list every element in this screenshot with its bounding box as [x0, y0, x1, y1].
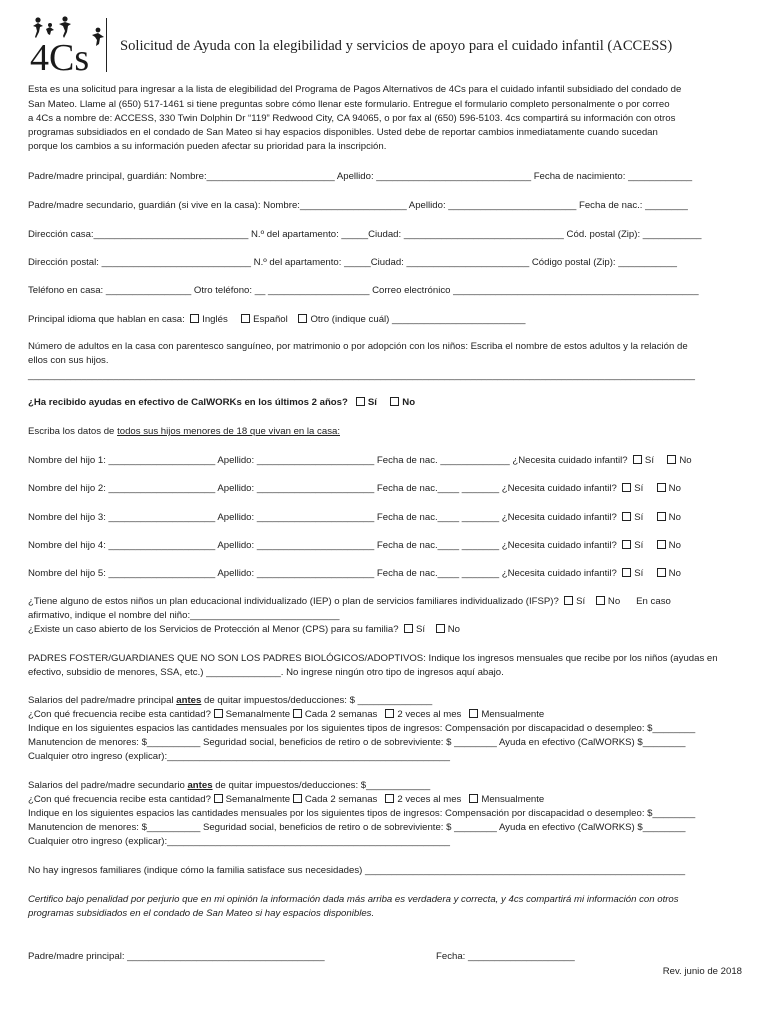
checkbox-child-care-no[interactable]: [657, 568, 666, 577]
checkbox-iep-yes[interactable]: [564, 596, 573, 605]
phone-fields[interactable]: Teléfono en casa: ________________ Otro teléfono: __ ___________________ Correo electrónico ______________________________________________: [28, 285, 699, 296]
children-intro: [28, 426, 340, 437]
child-no-label: No: [668, 512, 681, 523]
income1-salary[interactable]: [28, 695, 432, 706]
calworks-yes-label: Sí: [367, 397, 377, 408]
child-row: [28, 568, 681, 579]
checkbox-child-care-no[interactable]: [657, 483, 666, 492]
checkbox-income1-biweekly[interactable]: [293, 709, 302, 718]
checkbox-child-care-no[interactable]: [657, 512, 666, 521]
checkbox-calworks-no[interactable]: [390, 397, 399, 406]
children-intro-underlined: todos sus hijos menores de 18 que vivan en la casa:: [117, 426, 340, 437]
income1-disability-field[interactable]: Indique en los siguientes espacios las cantidades mensuales por los siguientes tipos de ingresos: Compensación por discapacidad o desempleo: $________: [28, 723, 696, 734]
language-label: Principal idioma que hablan en casa:: [28, 314, 185, 325]
certify-line-1: Certifico bajo penalidad por perjurio que en mi opinión la información dada más arriba es verdadera y correcta, y 4cs compartirá mi información con otros: [28, 894, 679, 905]
child-row-fields[interactable]: Nombre del hijo 3: ____________________ Apellido: ______________________ Fecha de nac.____ _______ ¿Necesita cuidado infantil?: [28, 512, 617, 523]
checkbox-income2-biweekly[interactable]: [293, 794, 302, 803]
adults-line-1: Número de adultos en la casa con parentesco sanguíneo, por matrimonio o por adopción con los niños: Escriba el nombre de estos adultos y la relación de: [28, 341, 688, 352]
income2-disability-field[interactable]: Indique en los siguientes espacios las cantidades mensuales por los siguientes tipos de ingresos: Compensación por discapacidad o desempleo: $________: [28, 808, 696, 819]
child-row-fields[interactable]: Nombre del hijo 1: ____________________ Apellido: ______________________ Fecha de nac. _____________ ¿Necesita cuidado infantil?: [28, 455, 628, 466]
iep-child-name-field[interactable]: afirmativo, indique el nombre del niño:____________________________: [28, 610, 340, 621]
child-row: [28, 455, 692, 466]
foster-line-1: PADRES FOSTER/GUARDIANES QUE NO SON LOS PADRES BIOLÓGICOS/ADOPTIVOS: Indique los ingresos mensuales que recibe por los niños (ayudas en: [28, 653, 718, 664]
child-row-fields[interactable]: Nombre del hijo 5: ____________________ Apellido: ______________________ Fecha de nac.____ _______ ¿Necesita cuidado infantil?: [28, 568, 617, 579]
iep-no-label: No: [607, 596, 621, 607]
checkbox-child-care-yes[interactable]: [622, 540, 631, 549]
checkbox-iep-no[interactable]: [596, 596, 605, 605]
checkbox-cps-yes[interactable]: [404, 624, 413, 633]
checkbox-income2-monthly[interactable]: [469, 794, 478, 803]
checkbox-child-care-yes[interactable]: [622, 483, 631, 492]
child-no-label: No: [679, 455, 692, 466]
income1-support-fields[interactable]: Manutencion de menores: $__________ Seguridad social, beneficios de retiro o de sobreviviente: $ ________ Ayuda en efectivo (CalWORKS) $________: [28, 737, 686, 748]
signature-parent-field[interactable]: Padre/madre principal: _____________________________________: [28, 951, 325, 962]
calworks-no-label: No: [402, 397, 416, 408]
calworks-row: [28, 397, 415, 408]
child-yes-label: Sí: [634, 483, 644, 494]
income2-support-fields[interactable]: Manutencion de menores: $__________ Seguridad social, beneficios de retiro o de sobreviviente: $ ________ Ayuda en efectivo (CalWORKS) $________: [28, 822, 686, 833]
child-yes-label: Sí: [634, 512, 644, 523]
checkbox-income1-weekly[interactable]: [214, 709, 223, 718]
income2-other-field[interactable]: Cualquier otro ingreso (explicar):_____________________________________________________: [28, 836, 450, 847]
cps-yes-label: Sí: [415, 624, 426, 635]
income1-biweekly-label: Cada 2 semanas: [304, 709, 378, 720]
income2-freq-label: ¿Con qué frecuencia recibe esta cantidad?: [28, 794, 211, 805]
checkbox-other-language[interactable]: [298, 314, 307, 323]
income2-antes: antes: [187, 780, 213, 791]
child-no-label: No: [668, 540, 681, 551]
adults-line-2: ellos con sus hijos.: [28, 355, 109, 366]
income1-freq-label: ¿Con qué frecuencia recibe esta cantidad?: [28, 709, 211, 720]
checkbox-child-care-no[interactable]: [657, 540, 666, 549]
checkbox-child-care-no[interactable]: [667, 455, 676, 464]
checkbox-income1-monthly[interactable]: [469, 709, 478, 718]
children-intro-text: Escriba los datos de: [28, 426, 118, 437]
income2-frequency: [28, 794, 544, 805]
income1-salary-field[interactable]: de quitar impuestos/deducciones: $ ______________: [201, 695, 433, 706]
parent1-field[interactable]: Padre/madre principal, guardián: Nombre:________________________ Apellido: _____________________________ Fecha de nacimiento: ____________: [28, 171, 693, 182]
iep-question: ¿Tiene alguno de estos niños un plan educacional individualizado (IEP) o plan de servicios familiares individualizado (IFSP)?: [28, 596, 559, 607]
iep-row: [28, 596, 671, 607]
cps-row: [28, 624, 460, 635]
checkbox-income2-twice[interactable]: [385, 794, 394, 803]
cps-no-label: No: [447, 624, 460, 635]
income1-antes: antes: [176, 695, 202, 706]
child-yes-label: Sí: [634, 568, 644, 579]
intro-line-2: San Mateo. Llame al (650) 517-1461 si tiene preguntas sobre cómo llenar este formulario. Entregue el formulario completo personalmente o por correo: [28, 99, 670, 110]
intro-line-5: porque los cambios a su información pueden afectar su prioridad para la inscripción.: [28, 141, 387, 152]
income2-twice-label: 2 veces al mes: [397, 794, 462, 805]
language-row: [28, 314, 525, 325]
income2-salary-field[interactable]: de quitar impuestos/deducciones: $____________: [212, 780, 431, 791]
intro-line-4: programas subsidiados en el condado de San Mateo si hay espacios disponibles. Usted debe de reportar cambios inmediatamente cuando sucedan: [28, 127, 658, 138]
income2-salary-label: Salarios del padre/madre secundario: [28, 780, 188, 791]
signature-date-field[interactable]: Fecha: ____________________: [436, 951, 575, 962]
child-no-label: No: [668, 483, 681, 494]
cps-question: ¿Existe un caso abierto de los Servicios de Protección al Menor (CPS) para su familia?: [28, 624, 399, 635]
checkbox-calworks-yes[interactable]: [356, 397, 365, 406]
mailing-address-field[interactable]: Dirección postal: ____________________________ N.º del apartamento: _____Ciudad: _______________________ Código postal (Zip): ___________: [28, 257, 677, 268]
certify-line-2: programas subsidiados en el condado de San Mateo si hay espacios disponibles.: [28, 908, 375, 919]
income1-salary-label: Salarios del padre/madre principal: [28, 695, 177, 706]
checkbox-child-care-yes[interactable]: [622, 568, 631, 577]
income1-monthly-label: Mensualmente: [481, 709, 545, 720]
lang-other-label[interactable]: Otro (indique cuál) _________________________: [310, 314, 526, 325]
form-title: Solicitud de Ayuda con la elegibilidad y servicios de apoyo para el cuidado infantil (ACCESS): [120, 38, 673, 54]
checkbox-spanish[interactable]: [241, 314, 250, 323]
4cs-logo: [28, 16, 108, 74]
checkbox-child-care-yes[interactable]: [633, 455, 642, 464]
child-row-fields[interactable]: Nombre del hijo 2: ____________________ Apellido: ______________________ Fecha de nac.____ _______ ¿Necesita cuidado infantil?: [28, 483, 617, 494]
income1-frequency: [28, 709, 544, 720]
child-yes-label: Sí: [634, 540, 644, 551]
foster-line-2[interactable]: efectivo, subsidio de menores, SSA, etc.) ______________. No ingrese ningún otro tipo de ingresos aquí abajo.: [28, 667, 504, 678]
child-row: [28, 483, 681, 494]
income2-monthly-label: Mensualmente: [481, 794, 545, 805]
logo-divider: [106, 18, 107, 72]
checkbox-income2-weekly[interactable]: [214, 794, 223, 803]
child-row: [28, 540, 681, 551]
child-row-fields[interactable]: Nombre del hijo 4: ____________________ Apellido: ______________________ Fecha de nac.____ _______ ¿Necesita cuidado infantil?: [28, 540, 617, 551]
calworks-question: ¿Ha recibido ayudas en efectivo de CalWORKs en los últimos 2 años?: [28, 397, 348, 408]
income2-biweekly-label: Cada 2 semanas: [304, 794, 378, 805]
child-no-label: No: [668, 568, 681, 579]
checkbox-child-care-yes[interactable]: [622, 512, 631, 521]
lang-english-label: Inglés: [202, 314, 228, 325]
income2-weekly-label: Semanalmente: [225, 794, 291, 805]
income1-twice-label: 2 veces al mes: [397, 709, 462, 720]
intro-line-1: Esta es una solicitud para ingresar a la lista de elegibilidad del Programa de Pagos Alternativos de 4Cs para el cuidado infantil subsidiado del condado de: [28, 84, 682, 95]
checkbox-income1-twice[interactable]: [385, 709, 394, 718]
iep-yes-label: Sí: [576, 596, 586, 607]
lang-spanish-label: Español: [253, 314, 288, 325]
checkbox-cps-no[interactable]: [436, 624, 445, 633]
income1-other-field[interactable]: Cualquier otro ingreso (explicar):_____________________________________________________: [28, 751, 450, 762]
intro-line-3: a 4Cs a nombre de: ACCESS, 330 Twin Dolphin Dr “119” Redwood City, CA 94065, o por fax al (650) 596-5103. 4cs compartirá su información con otros: [28, 113, 676, 124]
iep-tail: En caso: [636, 596, 671, 607]
revision-date: Rev. junio de 2018: [662, 966, 742, 977]
parent2-field[interactable]: Padre/madre secundario, guardián (si vive en la casa): Nombre:____________________ Apellido: ________________________ Fecha de nac.: ________: [28, 200, 688, 211]
logo-text: 4Cs: [30, 37, 90, 74]
income2-salary[interactable]: [28, 780, 430, 791]
adults-answer-line[interactable]: _____________________________________________________________________________________________________________________________: [28, 370, 695, 381]
home-address-field[interactable]: Dirección casa:_____________________________ N.º del apartamento: _____Ciudad: ______________________________ Cód. postal (Zip): ___________: [28, 229, 702, 240]
child-yes-label: Sí: [644, 455, 654, 466]
no-income-field[interactable]: No hay ingresos familiares (indique cómo la familia satisface sus necesidades) ____________________________________________________________: [28, 865, 686, 876]
income1-weekly-label: Semanalmente: [225, 709, 291, 720]
child-row: [28, 512, 681, 523]
checkbox-english[interactable]: [190, 314, 199, 323]
